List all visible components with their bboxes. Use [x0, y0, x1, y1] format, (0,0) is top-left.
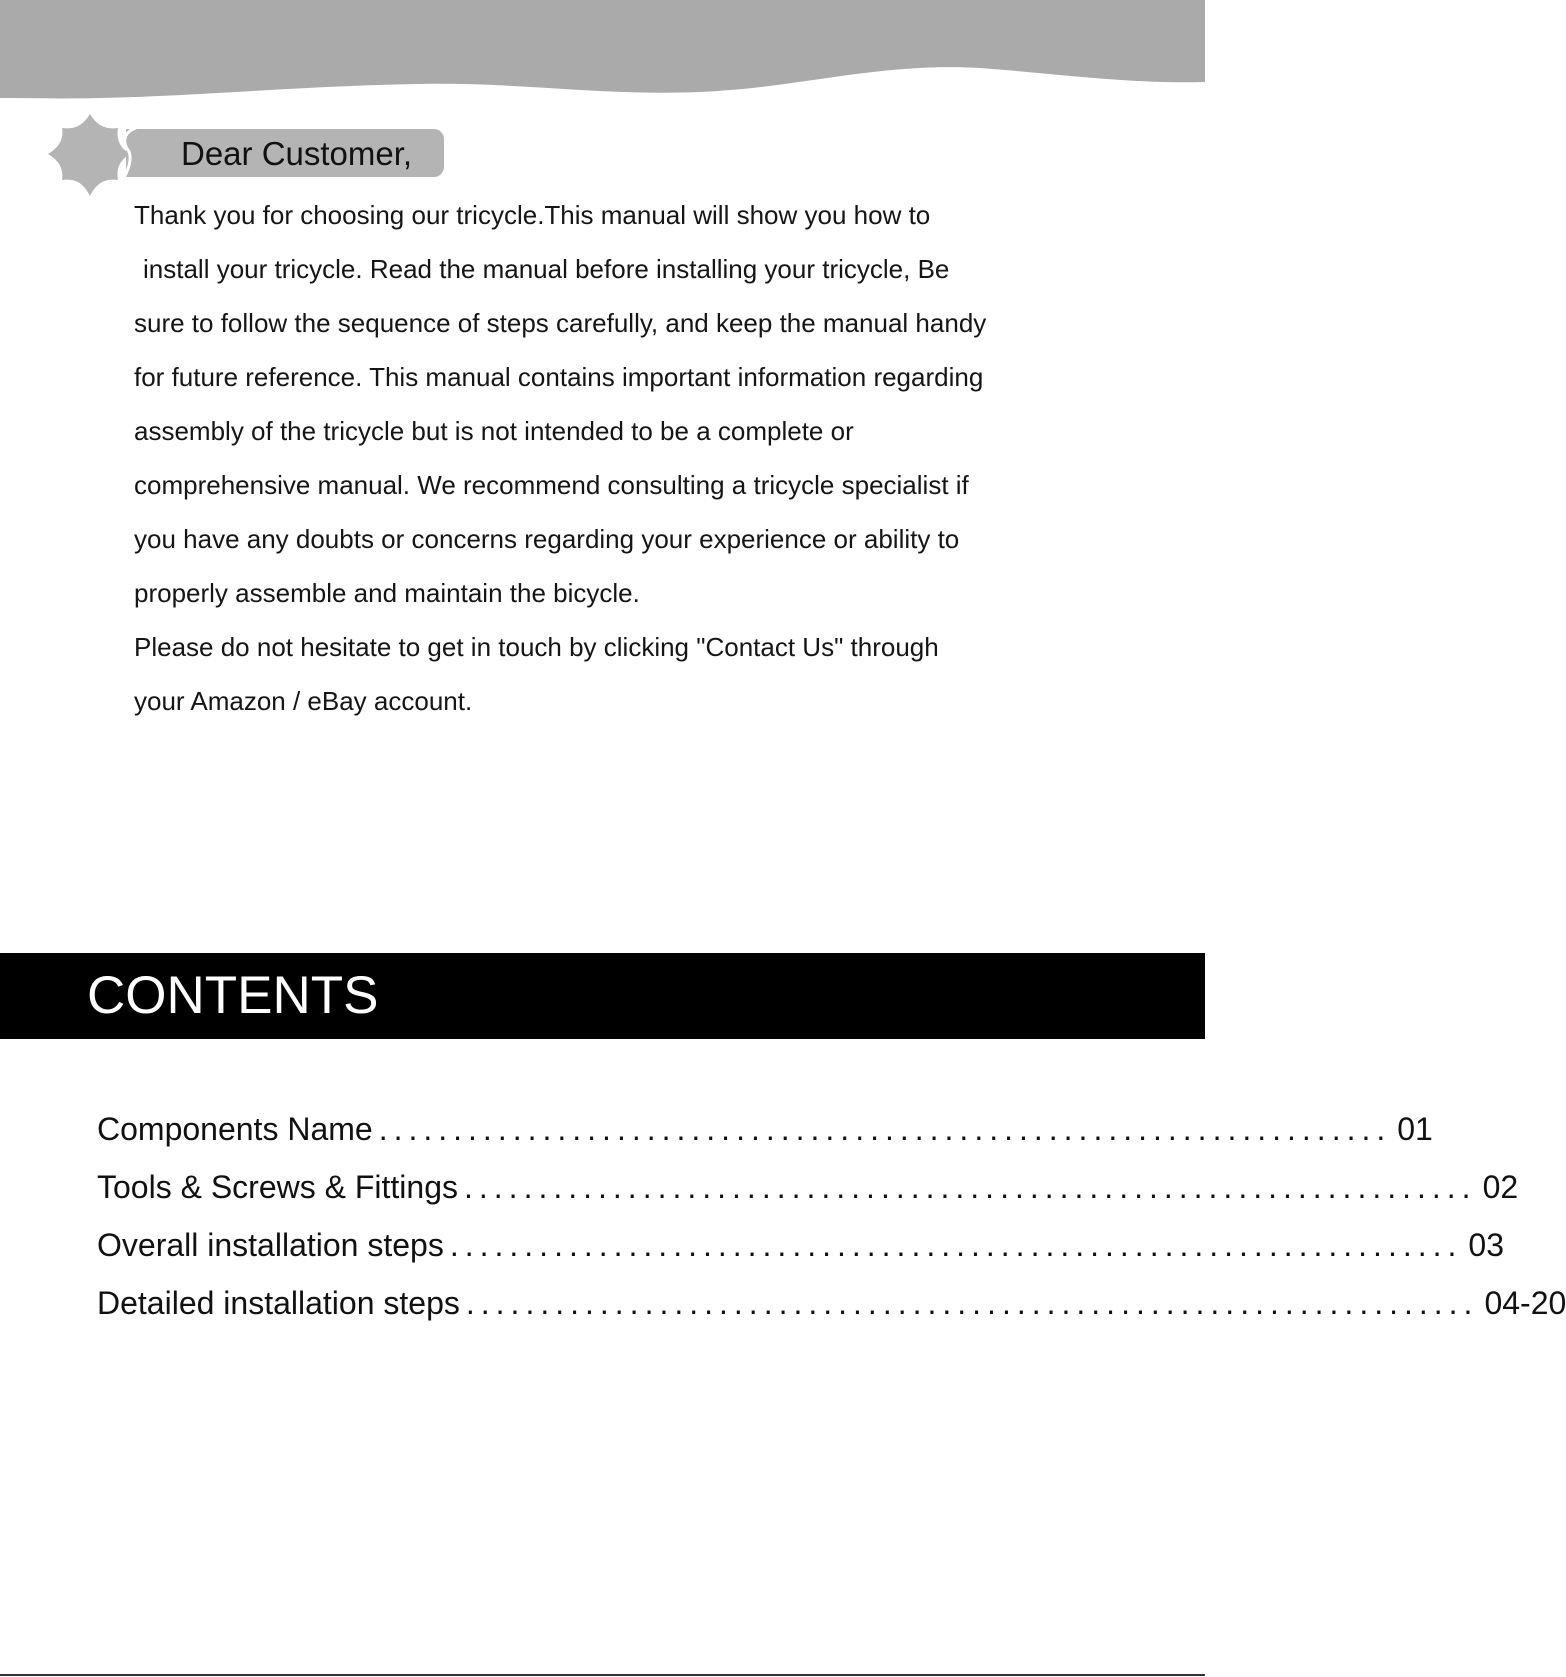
toc-entry[interactable]: [97, 1216, 1504, 1274]
toc-entry-page: 02: [1482, 1169, 1519, 1205]
toc-entry-name: Components Name: [97, 1111, 373, 1147]
intro-line: for future reference. This manual contains important information regarding: [134, 362, 984, 392]
toc-entry[interactable]: [97, 1274, 1566, 1332]
intro-line: Please do not hesitate to get in touch by clicking "Contact Us" through: [134, 632, 939, 662]
intro-line: your Amazon / eBay account.: [134, 686, 473, 716]
toc-entry-page: 01: [1397, 1111, 1433, 1147]
toc-entry-name: Detailed installation steps: [97, 1285, 460, 1321]
toc-leader-dots: ....................................................................: [464, 1169, 1477, 1205]
bottom-divider: [0, 1674, 1205, 1676]
greeting-text: Dear Customer,: [181, 135, 413, 172]
intro-line: Thank you for choosing our tricycle.This manual will show you how to: [134, 200, 931, 230]
toc-leader-dots: ....................................................................: [465, 1285, 1479, 1321]
toc-entry-name: Tools & Screws & Fittings: [97, 1169, 458, 1205]
intro-line: sure to follow the sequence of steps carefully, and keep the manual handy: [134, 308, 987, 338]
toc-entry-name: Overall installation steps: [97, 1227, 444, 1263]
toc-leader-dots: ....................................................................: [378, 1111, 1392, 1147]
intro-line: properly assemble and maintain the bicycle.: [134, 578, 640, 608]
contents-title: CONTENTS: [87, 966, 379, 1025]
toc-entry-page: 03: [1468, 1227, 1504, 1263]
intro-line: assembly of the tricycle but is not intended to be a complete or: [134, 416, 854, 446]
toc-entry[interactable]: [97, 1100, 1433, 1158]
intro-paragraph: [134, 188, 1124, 728]
intro-line: install your tricycle. Read the manual before installing your tricycle, Be: [143, 254, 950, 284]
contents-banner: [0, 953, 1205, 1039]
toc-entry[interactable]: [97, 1158, 1519, 1216]
toc-leader-dots: ....................................................................: [449, 1227, 1463, 1263]
intro-line: you have any doubts or concerns regarding your experience or ability to: [134, 524, 960, 554]
pill-curl-icon: [118, 126, 138, 180]
greeting-header: [46, 112, 413, 192]
intro-line: comprehensive manual. We recommend consulting a tricycle specialist if: [134, 470, 969, 500]
table-of-contents: [97, 1100, 1566, 1332]
toc-entry-page: 04-20: [1484, 1285, 1566, 1321]
header-wave-banner: [0, 0, 1205, 110]
